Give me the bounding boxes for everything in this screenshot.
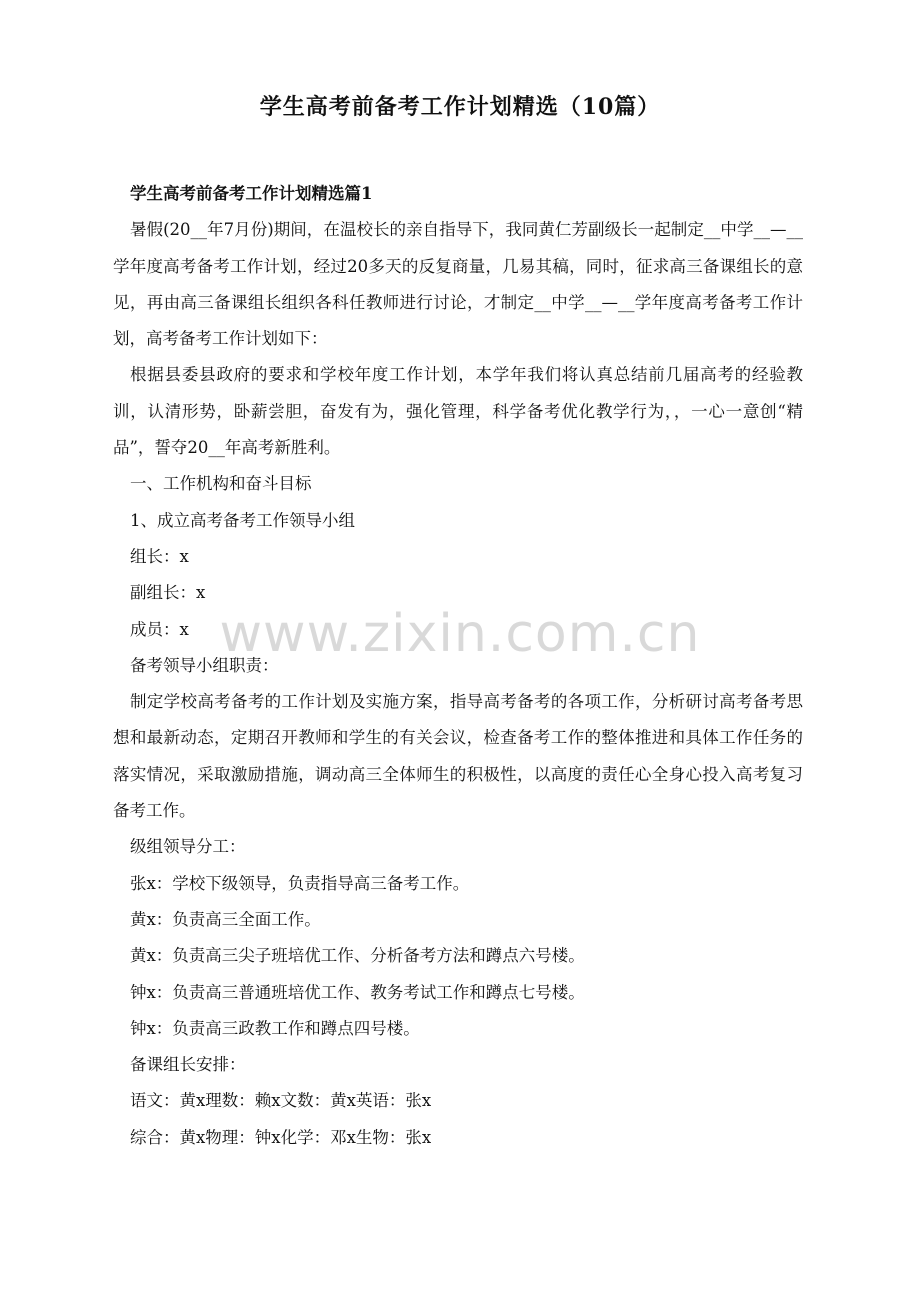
paragraph: 一、工作机构和奋斗目标 <box>130 474 312 494</box>
paragraph: 1、成立高考备考工作领导小组 <box>130 510 355 530</box>
paragraph: 语文：黄x理数：赖x文数：黄x英语：张x <box>130 1091 432 1111</box>
document-title: 学生高考前备考工作计划精选（10篇） <box>259 94 661 120</box>
document-body <box>113 176 803 1156</box>
section-heading: 学生高考前备考工作计划精选篇1 <box>130 184 373 203</box>
paragraph: 黄x：负责高三尖子班培优工作、分析备考方法和蹲点六号楼。 <box>130 946 585 966</box>
paragraph: 备课组长安排： <box>130 1055 246 1075</box>
paragraph: 制定学校高考备考的工作计划及实施方案，指导高考备考的各项工作，分析研讨高考备考思想和最新动态，定期召开教师和学生的有关会议，检查备考工作的整体推进和具体工作任务的落实情况，采取激励措施，调动高三全体师生的积极性，以高度的责任心全身心投入高考复习备考工作。 <box>113 692 803 821</box>
paragraph: 副组长：x <box>130 583 206 603</box>
paragraph: 根据县委县政府的要求和学校年度工作计划，本学年我们将认真总结前几届高考的经验教训，认清形势，卧薪尝胆，奋发有为，强化管理，科学备考优化教学行为，，一心一意创“精品”，誓夺20__年高考新胜利。 <box>113 365 803 458</box>
paragraph: 综合：黄x物理：钟x化学：邓x生物：张x <box>130 1127 432 1147</box>
paragraph: 张x：学校下级领导，负责指导高三备考工作。 <box>130 873 470 893</box>
paragraph: 成员：x <box>130 619 189 639</box>
paragraph: 暑假(20__年7月份)期间，在温校长的亲自指导下，我同黄仁芳副级长一起制定__中学__—__学年度高考备考工作计划，经过20多天的反复商量，几易其稿，同时，征求高三备课组长的意见，再由高三备课组长组织各科任教师进行讨论，才制定__中学__—__学年度高考备考工作计划，高考备考工作计划如下： <box>113 220 803 349</box>
watermark: www.zixin.com.cn <box>219 604 701 664</box>
paragraph: 钟x：负责高三普通班培优工作、教务考试工作和蹲点七号楼。 <box>130 982 585 1002</box>
paragraph: 备考领导小组职责： <box>130 655 279 675</box>
paragraph: 黄x：负责高三全面工作。 <box>130 909 321 929</box>
paragraph: 级组领导分工： <box>130 837 246 857</box>
paragraph: 组长：x <box>130 546 189 566</box>
paragraph: 钟x：负责高三政教工作和蹲点四号楼。 <box>130 1018 420 1038</box>
